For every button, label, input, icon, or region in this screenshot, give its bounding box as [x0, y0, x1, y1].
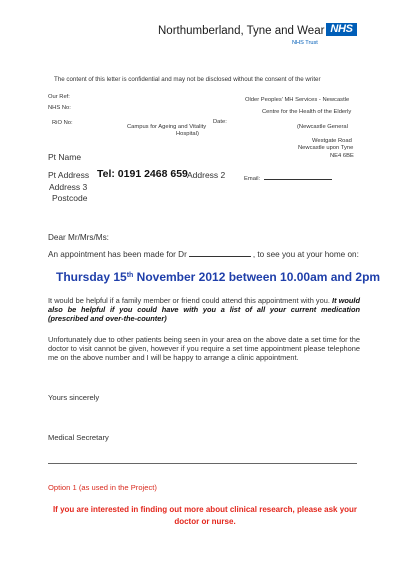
hospital-text: Hospital) — [176, 131, 199, 137]
date-label: Date: — [213, 119, 227, 125]
organisation-name: Northumberland, Tyne and Wear — [158, 25, 325, 37]
date-day: Thursday 15 — [56, 270, 127, 284]
campus-text: Campus for Ageing and Vitality — [127, 124, 207, 130]
appointment-text-after: , to see you at your home on: — [252, 250, 359, 259]
doctor-name-blank — [189, 250, 251, 257]
nhs-logo: NHS — [326, 23, 357, 36]
appointment-date-headline — [56, 270, 380, 284]
salutation: Dear Mr/Mrs/Ms: — [48, 233, 109, 242]
address-line-1: Older Peoples' MH Services - Newcastle — [245, 97, 350, 103]
paragraph-timing: Unfortunately due to other patients being seen in your area on the above date a set time for the doctor to visit cannot be given, however if you require a set time appointment please telephone me on the above number and I will be happy to arrange a clinic appointment. — [48, 335, 360, 363]
pt-name-label: Pt Name — [48, 152, 82, 162]
appointment-line — [48, 250, 359, 259]
address-line-2: Centre for the Health of the Elderly — [262, 109, 352, 115]
email-label: Email: — [244, 176, 261, 182]
trust-label: NHS Trust — [292, 40, 318, 46]
address-2: Address 2 — [187, 170, 226, 180]
our-ref-label: Our Ref: — [48, 94, 70, 100]
paragraph-attendance — [48, 296, 360, 324]
address-3: Address 3 — [49, 182, 88, 192]
paragraph-medication-note: It would also be helpful if you could have with you a list of all your current medication (prescribed and over-the-counter) — [48, 296, 360, 324]
postcode: Postcode — [52, 193, 88, 203]
address-line-5: Newcastle upon Tyne — [298, 145, 354, 151]
signatory: Medical Secretary — [48, 433, 109, 442]
nhs-no-label: NHS No: — [48, 105, 71, 111]
email-blank-line — [264, 173, 332, 180]
option-label: Option 1 (as used in the Project) — [48, 483, 157, 492]
paragraph-attendance-plain: It would be helpful if a family member or friend could attend this appointment with you. — [48, 296, 330, 305]
date-rest: November 2012 between 10.00am and 2pm — [133, 270, 381, 284]
research-note: If you are interested in finding out more about clinical research, please ask your doctor or nurse. — [52, 505, 358, 526]
closing: Yours sincerely — [48, 393, 100, 402]
divider-rule — [48, 463, 357, 464]
date-ordinal: th — [126, 272, 134, 279]
confidential-note: The content of this letter is confidential and may not be disclosed without the consent of the writer — [54, 76, 321, 83]
appointment-text-before: An appointment has been made for Dr — [48, 250, 187, 259]
address-line-3: (Newcastle General — [297, 124, 348, 130]
pt-address-label: Pt Address — [48, 170, 90, 180]
address-line-6: NE4 6BE — [330, 153, 354, 159]
rio-no-label: RiO No: — [52, 120, 73, 126]
email-field — [244, 173, 332, 182]
telephone-number: Tel: 0191 2468 659 — [97, 168, 188, 180]
address-line-4: Westgate Road — [312, 138, 352, 144]
